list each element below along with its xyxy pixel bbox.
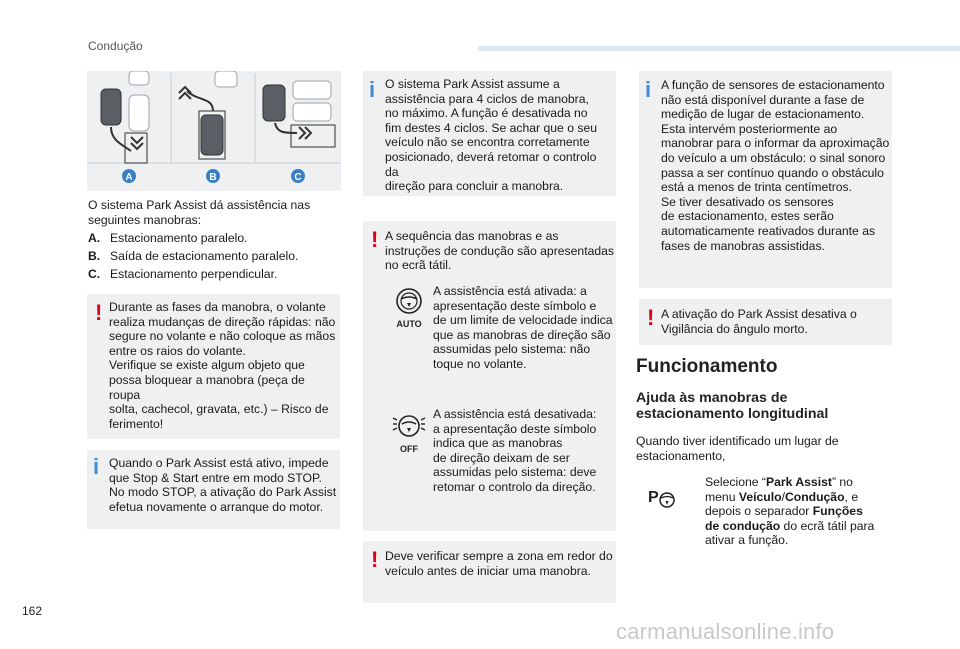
warning-text: Deve verificar sempre a zona em redor do veículo antes de iniciar uma manobra. [385, 549, 613, 578]
warning-text: A ativação do Park Assist desativa o Vigilância do ângulo morto. [661, 307, 857, 336]
warning-icon: ! [371, 227, 379, 252]
watermark: carmanualsonline.info [616, 619, 835, 644]
list-item-label: C. [88, 267, 101, 281]
step-slash: / [781, 489, 785, 504]
warning-box-blind-spot [639, 299, 892, 345]
info-text: Quando o Park Assist está ativo, impede que Stop & Start entre em modo STOP. No modo STOP, a ativação do Park Assist efetua novamente o arranque do motor. [109, 456, 337, 514]
info-text: O sistema Park Assist assume a assistência para 4 ciclos de manobra, no máximo. A função é desativada no fim destes 4 ciclos. Se achar que o seu veículo não se encontra corretamente posicionado, deverá retomar o controlo da direção para concluir a manobra. [385, 77, 598, 194]
badge-a-label: A [125, 172, 133, 183]
info-icon: i [93, 454, 100, 479]
header-bar [478, 46, 960, 51]
step-menu-vehicle: Veículo [738, 489, 782, 504]
steering-off-icon [391, 410, 427, 454]
off-label: OFF [400, 444, 418, 454]
steering-auto-icon [391, 285, 427, 329]
warning-box-check-area [363, 541, 616, 603]
list-item [88, 249, 338, 267]
badge-c-label: C [294, 172, 302, 183]
list-item [88, 231, 338, 249]
step-tab-driving-functions: Funções de condução [705, 504, 863, 533]
list-item-text: Saída de estacionamento paralelo. [110, 249, 299, 263]
step-text-mid2: , e depois o separador [705, 489, 859, 519]
info-box-cycles [363, 71, 616, 196]
park-assist-icon [648, 487, 676, 511]
warning-text: Durante as fases da manobra, o volante realiza mudanças de direção rápidas: não segure no volante e não coloque as mãos entre os raios do volante. Verifique se existe algum objeto que possa bloquear a manobra (peça de roupa solta, cachecol, gravata, etc.) – Risco de ferimento! [109, 300, 336, 431]
step-text [705, 475, 885, 548]
subsection-title: Ajuda às manobras de estacionamento longitudinal [636, 390, 829, 422]
step-park-assist: Park Assist [765, 475, 832, 489]
maneuver-list [88, 231, 338, 285]
park-assist-glyph: P [648, 489, 659, 506]
info-box-stop-start [87, 450, 340, 529]
off-description: A assistência está desativada: a apresentação deste símbolo indica que as manobras de direção deixam de ser assumidas pelo sistema: deve retomar o controlo da direção. [433, 407, 597, 494]
step-menu-driving: Condução [784, 489, 845, 504]
intro-text: O sistema Park Assist dá assistência nas seguintes manobras: [88, 198, 311, 227]
info-text: A função de sensores de estacionamento não está disponível durante a fase de medição de lugar de estacionamento. Esta intervém posteriormente ao manobrar para o informar da aproximação do veículo a um obstáculo: o sinal sonoro passa a ser contínuo quando o obstáculo está a menos de trinta centímetros. Se tiver desativado os sensores de estacionamento, estes serão automaticamente reativados durante as fases de manobras assistidas. [661, 78, 890, 253]
warning-box-steering [87, 294, 340, 439]
intro-paragraph: Quando tiver identificado um lugar de estacionamento, [636, 434, 839, 463]
warning-icon: ! [95, 300, 103, 325]
section-header: Condução [88, 39, 143, 53]
step-text-pre: Selecione “ [705, 475, 766, 489]
info-icon: i [369, 77, 376, 102]
warning-icon: ! [371, 547, 379, 572]
warning-icon: ! [647, 305, 655, 330]
maneuver-illustration [87, 71, 341, 191]
step-text-post: do ecrã tátil para ativar a função. [705, 518, 875, 548]
list-item-label: A. [88, 231, 101, 245]
list-item-text: Estacionamento perpendicular. [110, 267, 278, 281]
warning-box-sequence [363, 221, 616, 531]
info-box-sensors [639, 71, 892, 288]
maneuver-diagram [87, 71, 341, 191]
step-text-mid1: ” no menu [705, 475, 853, 504]
auto-label: AUTO [396, 319, 422, 329]
list-item-label: B. [88, 249, 101, 263]
info-icon: i [645, 77, 652, 102]
list-item-text: Estacionamento paralelo. [110, 231, 248, 245]
auto-description: A assistência está ativada: a apresentação deste símbolo e de um limite de velocidade indica que as manobras de direção são assumidas pelo sistema: não toque no volante. [433, 284, 613, 371]
warning-text: A sequência das manobras e as instruções de condução são apresentadas no ecrã tátil. [385, 229, 615, 273]
badge-b-label: B [209, 172, 217, 183]
page-number: 162 [22, 604, 43, 618]
list-item [88, 267, 338, 285]
section-title: Funcionamento [636, 356, 778, 377]
